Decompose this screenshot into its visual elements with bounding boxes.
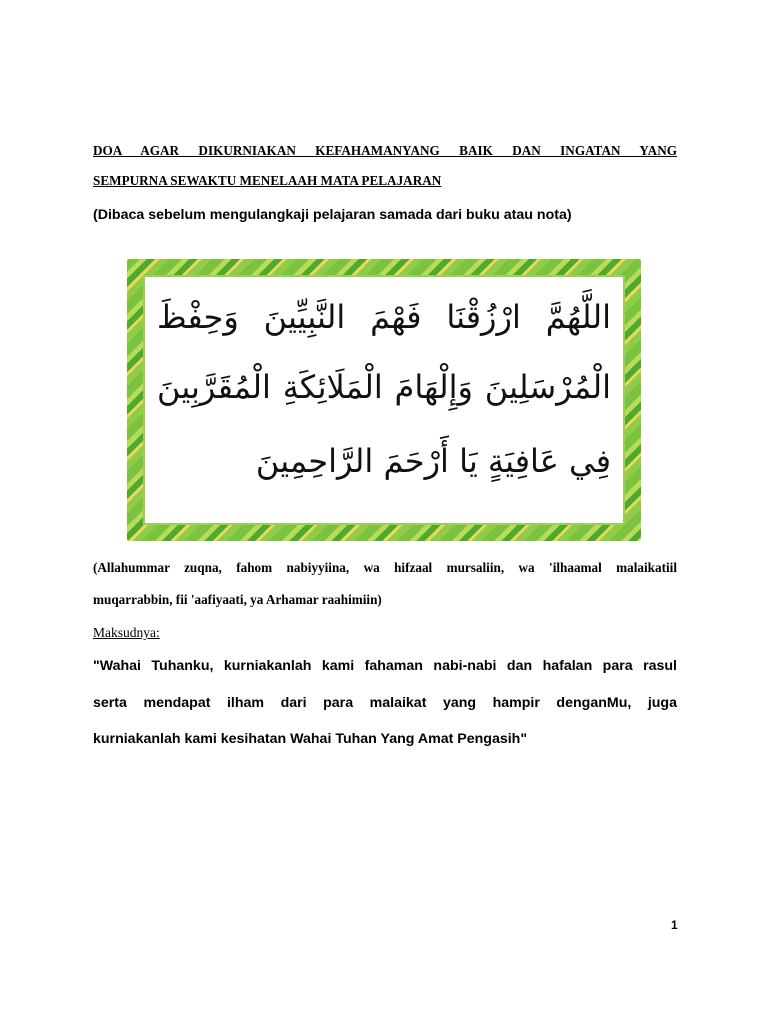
meaning-line-2: serta mendapat ilham dari para malaikat yang hampir denganMu, juga xyxy=(93,695,677,711)
arabic-prayer-panel xyxy=(143,275,625,525)
arabic-line-2: الْمُرْسَلِينَ وَإِلْهَامَ الْمَلَائِكَةِ الْمُقَرَّبِينَ xyxy=(157,368,611,406)
arabic-line-3: فِي عَافِيَةٍ يَا أَرْحَمَ الرَّاحِمِينَ xyxy=(255,442,611,480)
maksud-label: Maksudnya: xyxy=(93,625,160,640)
meaning-line-3: kurniakanlah kami kesihatan Wahai Tuhan Yang Amat Pengasih" xyxy=(93,731,528,747)
transliteration-line-1: (Allahummar zuqna, fahom nabiyyiina, wa hifzaal mursaliin, wa 'ilhaamal malaikatiil xyxy=(93,560,677,575)
arabic-line-1: اللَّهُمَّ ارْزُقْنَا فَهْمَ النَّبِيِّينَ وَحِفْظَ xyxy=(157,298,611,336)
document-title-line-1: DOA AGAR DIKURNIAKAN KEFAHAMANYANG BAIK DAN INGATAN YANG xyxy=(93,143,677,158)
arabic-prayer-frame xyxy=(127,259,641,541)
document-title-line-2: SEMPURNA SEWAKTU MENELAAH MATA PELAJARAN xyxy=(93,173,442,188)
document-subtitle: (Dibaca sebelum mengulangkaji pelajaran samada dari buku atau nota) xyxy=(93,207,572,223)
meaning-line-1: "Wahai Tuhanku, kurniakanlah kami fahaman nabi-nabi dan hafalan para rasul xyxy=(93,658,677,674)
page-number: 1 xyxy=(671,918,678,932)
transliteration-line-2: muqarrabbin, fii 'aafiyaati, ya Arhamar raahimiin) xyxy=(93,592,382,607)
